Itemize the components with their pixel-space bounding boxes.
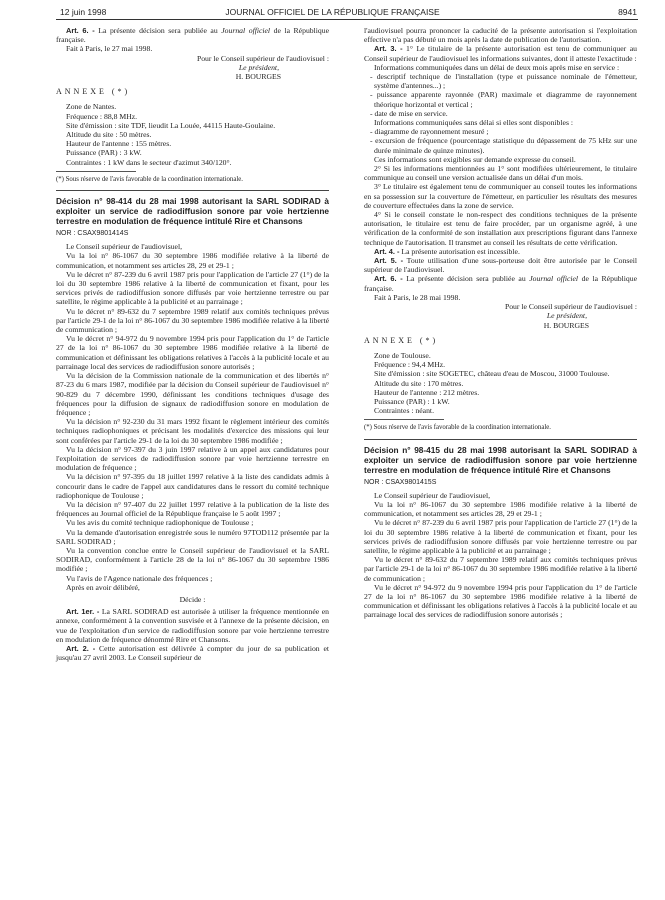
article-4: Art. 4. - La présente autorisation est incessible. [374, 246, 520, 256]
annexe-line: Zone de Nantes. [66, 102, 117, 112]
visa-paragraph: Vu la demande d'autorisation enregistrée sous le numéro 97TOD112 présentée par la SARL SODIRAD ; [56, 527, 329, 546]
visa-paragraph: Vu le décret n° 94-972 du 9 novembre 1994 pris pour l'application du 1° de l'article 27 de la loi n° 86-1067 du 30 septembre 1986 modifiée relative à la liberté de communication et définissant les obligations relatives à l'accès à la publicité locale et au parrainage local des services de radiodiffusion sonore autorisés ; [364, 582, 637, 620]
section-separator [364, 439, 637, 440]
footnote: (*) Sous réserve de l'avis favorable de la coordination internationale. [56, 175, 243, 183]
annexe-line: Site d'émission : site SOGETEC, château d'eau de Moscou, 31000 Toulouse. [374, 369, 610, 379]
section-separator [56, 190, 329, 191]
visa-paragraph: Vu la loi n° 86-1067 du 30 septembre 1986 modifiée relative à la liberté de communication, et notamment ses articles 28, 29 et 29-1 ; [364, 499, 637, 519]
nor-reference: NOR : CSAX9801414S [56, 230, 129, 238]
visa-paragraph: Vu le décret n° 87-239 du 6 avril 1987 pris pour l'application de l'article 27 (1°) de la loi du 30 septembre 1986 relative à la liberté de communication et fixant, pour les services privés de radiodiffusion sonore diffusés par voie hertzienne terrestre ou par satellite, le régime applicable à la publicité et au parrainage ; [364, 518, 637, 555]
article-2-continued: l'audiovisuel pourra prononcer la caducité de la présente autorisation si l'exploitation effective n'a pas débuté un mois après la date de publication de l'autorisation. [364, 26, 637, 45]
page-header [0, 0, 665, 22]
fait-a-paris: Fait à Paris, le 28 mai 1998. [374, 292, 461, 302]
paragraph-2: 2° Si les informations mentionnées au 1° sont modifiées ultérieurement, le titulaire communique au conseil une version actualisée dans un délai d'un mois. [364, 164, 637, 183]
president-title: Le président, [238, 62, 279, 72]
exigibles: Ces informations sont exigibles sur demande expresse du conseil. [374, 154, 576, 164]
signature: H. BOURGES [543, 320, 589, 330]
annexe-lines [364, 351, 637, 415]
visa-paragraph: Vu la décision n° 97-397 du 3 juin 1997 relative à un appel aux candidatures pour l'exploitation de services de radiodiffusion sonore par voie hertzienne terrestre en modulation de fréquence ; [56, 444, 329, 473]
visa-paragraph: Vu le décret n° 94-972 du 9 novembre 1994 pris pour l'application du 1° de l'article 27 de la loi n° 86-1067 du 30 septembre 1986 modifiée relative à la liberté de communication et définissant les obligations relatives à l'accès à la publicité locale et au parrainage local des services de radiodiffusion sonore autorisés ; [56, 334, 329, 371]
annexe-line: Hauteur de l'antenne : 155 mètres. [66, 139, 172, 149]
article-5: Art. 5. - Toute utilisation d'une sous-porteuse doit être autorisée par le Conseil supérieur de l'audiovisuel. [364, 256, 638, 275]
visa-paragraph: Le Conseil supérieur de l'audiovisuel, [66, 242, 183, 252]
visa-paragraph: Vu la convention conclue entre le Conseil supérieur de l'audiovisuel et la SARL SODIRAD, conformément à l'article 28 de la loi n° 86-1067 du 30 septembre 1986 modifiée ; [56, 545, 329, 574]
header-page-number: 8941 [618, 7, 637, 17]
annexe-line: Altitude du site : 50 mètres. [66, 130, 152, 140]
annexe-line: Contraintes : néant. [374, 406, 434, 416]
decision-title: Décision n° 98-415 du 28 mai 1998 autorisant la SARL SODIRAD à exploiter un service de radiodiffusion sonore par voie hertzienne terrestre en modulation de fréquence intitulé Rire et Chansons [364, 444, 637, 475]
list-item: - diagramme de rayonnement mesuré ; [370, 127, 489, 137]
annexe-line: Site d'émission : site TDF, lieudit La Louée, 44115 Haute-Goulaine. [66, 120, 276, 130]
pour-le-conseil: Pour le Conseil supérieur de l'audiovisuel : [196, 53, 329, 63]
list-item: - descriptif technique de l'installation (type et puissance nominale de l'émetteur, système d'antennes...) ; [370, 72, 637, 91]
visa-paragraph: Vu le décret n° 87-239 du 6 avril 1987 pris pour l'application de l'article 27 (1°) de la loi du 30 septembre 1986 relative à la liberté de communication et fixant, pour les services privés de radiodiffusion sonore diffusés par voie hertzienne terrestre ou par satellite, le régime applicable à la publicité et au parrainage ; [56, 269, 329, 307]
footnote-rule [364, 419, 444, 420]
annexe-line: Fréquence : 94,4 MHz. [374, 360, 446, 370]
pour-le-conseil: Pour le Conseil supérieur de l'audiovisuel : [504, 302, 637, 312]
header-date: 12 juin 1998 [60, 7, 107, 17]
annexe-heading: ANNEXE (*) [56, 87, 131, 97]
visa-paragraph: Vu l'avis de l'Agence nationale des fréquences ; [66, 573, 213, 583]
decide-heading: Décide : [179, 594, 206, 604]
article-6: Art. 6. - La présente décision sera publiée au Journal officiel de la République française. [56, 26, 329, 45]
annexe-line: Contraintes : 1 kW dans le secteur d'azimut 340/120°. [66, 157, 232, 167]
annexe-line: Puissance (PAR) : 1 kW. [374, 396, 450, 406]
info-delai: Informations communiquées dans un délai de deux mois après mise en service : [374, 62, 620, 72]
info-dispo: Informations communiquées sans délai si elles sont disponibles : [374, 118, 573, 128]
header-journal-title: JOURNAL OFFICIEL DE LA RÉPUBLIQUE FRANÇAISE [225, 7, 440, 17]
annexe-line: Puissance (PAR) : 3 kW. [66, 148, 142, 158]
annexe-line: Zone de Toulouse. [374, 350, 431, 360]
visa-paragraph: Vu les avis du comité technique radiophonique de Toulouse ; [66, 518, 254, 528]
visa-paragraph: Vu la décision n° 97-395 du 18 juillet 1997 relative à la liste des candidats admis à concourir dans le cadre de l'appel aux candidatures dans le ressort du comité technique radiophonique de Toulouse ; [56, 472, 329, 500]
annexe-line: Altitude du site : 170 mètres. [374, 378, 464, 388]
list-item: - date de mise en service. [370, 108, 448, 118]
list-item: - excursion de fréquence (pourcentage statistique du dépassement de 75 kHz sur une durée minimale de quinze minutes). [370, 136, 637, 155]
visas [56, 242, 329, 592]
visa-paragraph: Vu la décision de la Commission nationale de la communication et des libertés n° 87-23 du 6 mars 1987, modifiée par la décision du Conseil supérieur de l'audiovisuel n° 90-829 du 7 décembre 1990, définissant les conditions techniques d'usage des fréquences pour la diffusion de signaux de radiodiffusion sonore en modulation de fréquence ; [56, 371, 329, 417]
article-1: Art. 1er. - La SARL SODIRAD est autorisée à utiliser la fréquence mentionnée en annexe, conformément à la convention susvisée et à l'annexe de la présente décision, en vue de l'exploitation d'un service de radiodiffusion sonore par voie hertzienne terrestre en modulation de fréquence dénommé Rire et Chansons. [56, 607, 329, 644]
annexe-lines [56, 102, 329, 166]
visas [364, 491, 637, 620]
article-3: Art. 3. - 1° Le titulaire de la présente autorisation est tenu de communiquer au Conseil supérieur de l'audiovisuel les informations suivantes, dont il atteste l'exactitude : [364, 44, 637, 63]
visa-paragraph: Après en avoir délibéré, [66, 582, 140, 592]
annexe-line: Fréquence : 88,8 MHz. [66, 111, 138, 121]
visa-paragraph: Vu la décision n° 97-407 du 22 juillet 1997 relative à la publication de la liste des fréquences au Journal officiel de la République française le 5 août 1997 ; [56, 499, 329, 519]
fait-a-paris: Fait à Paris, le 27 mai 1998. [66, 44, 153, 54]
signature: H. BOURGES [235, 72, 281, 82]
visa-paragraph: Vu le décret n° 89-632 du 7 septembre 1989 relatif aux comités techniques prévus par l'article 29-1 de la loi n° 86-1067 du 30 septembre 1986 modifiée relative à la liberté de communication ; [56, 306, 329, 335]
left-column [56, 26, 329, 662]
paragraph-4: 4° Si le conseil constate le non-respect des conditions techniques de la présente autorisation, le titulaire est tenu de faire procéder, par un organisme agréé, à une vérification de la conformité de son installation aux prescriptions figurant dans l'annexe technique de l'autorisation. Il transmet au conseil les résultats de cette vérification. [364, 210, 637, 247]
visa-paragraph: Le Conseil supérieur de l'audiovisuel, [374, 490, 491, 500]
footnote-rule [56, 171, 136, 172]
annexe-line: Hauteur de l'antenne : 212 mètres. [374, 387, 480, 397]
header-rule [56, 19, 638, 20]
paragraph-3: 3° Le titulaire est également tenu de communiquer au conseil toutes les informations en sa possession sur la couverture de l'émetteur, en particulier les résultats des mesures de couverture effectuées dans la zone de service. [364, 182, 637, 210]
decision-title: Décision n° 98-414 du 28 mai 1998 autorisant la SARL SODIRAD à exploiter un service de radiodiffusion sonore par voie hertzienne terrestre en modulation de fréquence intitulé Rire et Chansons [56, 196, 329, 227]
right-column [364, 26, 637, 620]
nor-reference: NOR : CSAX9801415S [364, 478, 437, 486]
visa-paragraph: Vu la décision n° 92-230 du 31 mars 1992 fixant le règlement intérieur des comités techniques radiophoniques et précisant les modalités d'exercice des missions qui leur sont conférées par l'article 29-1 de la loi du 30 septembre 1986 modifiée ; [56, 417, 329, 445]
visa-paragraph: Vu le décret n° 89-632 du 7 septembre 1989 relatif aux comités techniques prévus par l'article 29-1 de la loi n° 86-1067 du 30 septembre 1986 modifiée relative à la liberté de communication ; [364, 555, 637, 583]
visa-paragraph: Vu la loi n° 86-1067 du 30 septembre 1986 modifiée relative à la liberté de communication, et notamment ses articles 28, 29 et 29-1 ; [56, 251, 329, 270]
footnote: (*) Sous réserve de l'avis favorable de la coordination internationale. [364, 424, 551, 432]
article-2: Art. 2. - Cette autorisation est délivrée à compter du jour de sa publication et jusqu'au 27 avril 2003. Le Conseil supérieur de [56, 643, 329, 663]
president-title: Le président, [546, 311, 587, 321]
article-6: Art. 6. - La présente décision sera publiée au Journal officiel de la République française. [364, 274, 637, 293]
annexe-heading: ANNEXE (*) [364, 335, 439, 345]
list-item: - puissance apparente rayonnée (PAR) maximale et diagramme de rayonnement théorique horizontal et vertical ; [370, 90, 637, 109]
